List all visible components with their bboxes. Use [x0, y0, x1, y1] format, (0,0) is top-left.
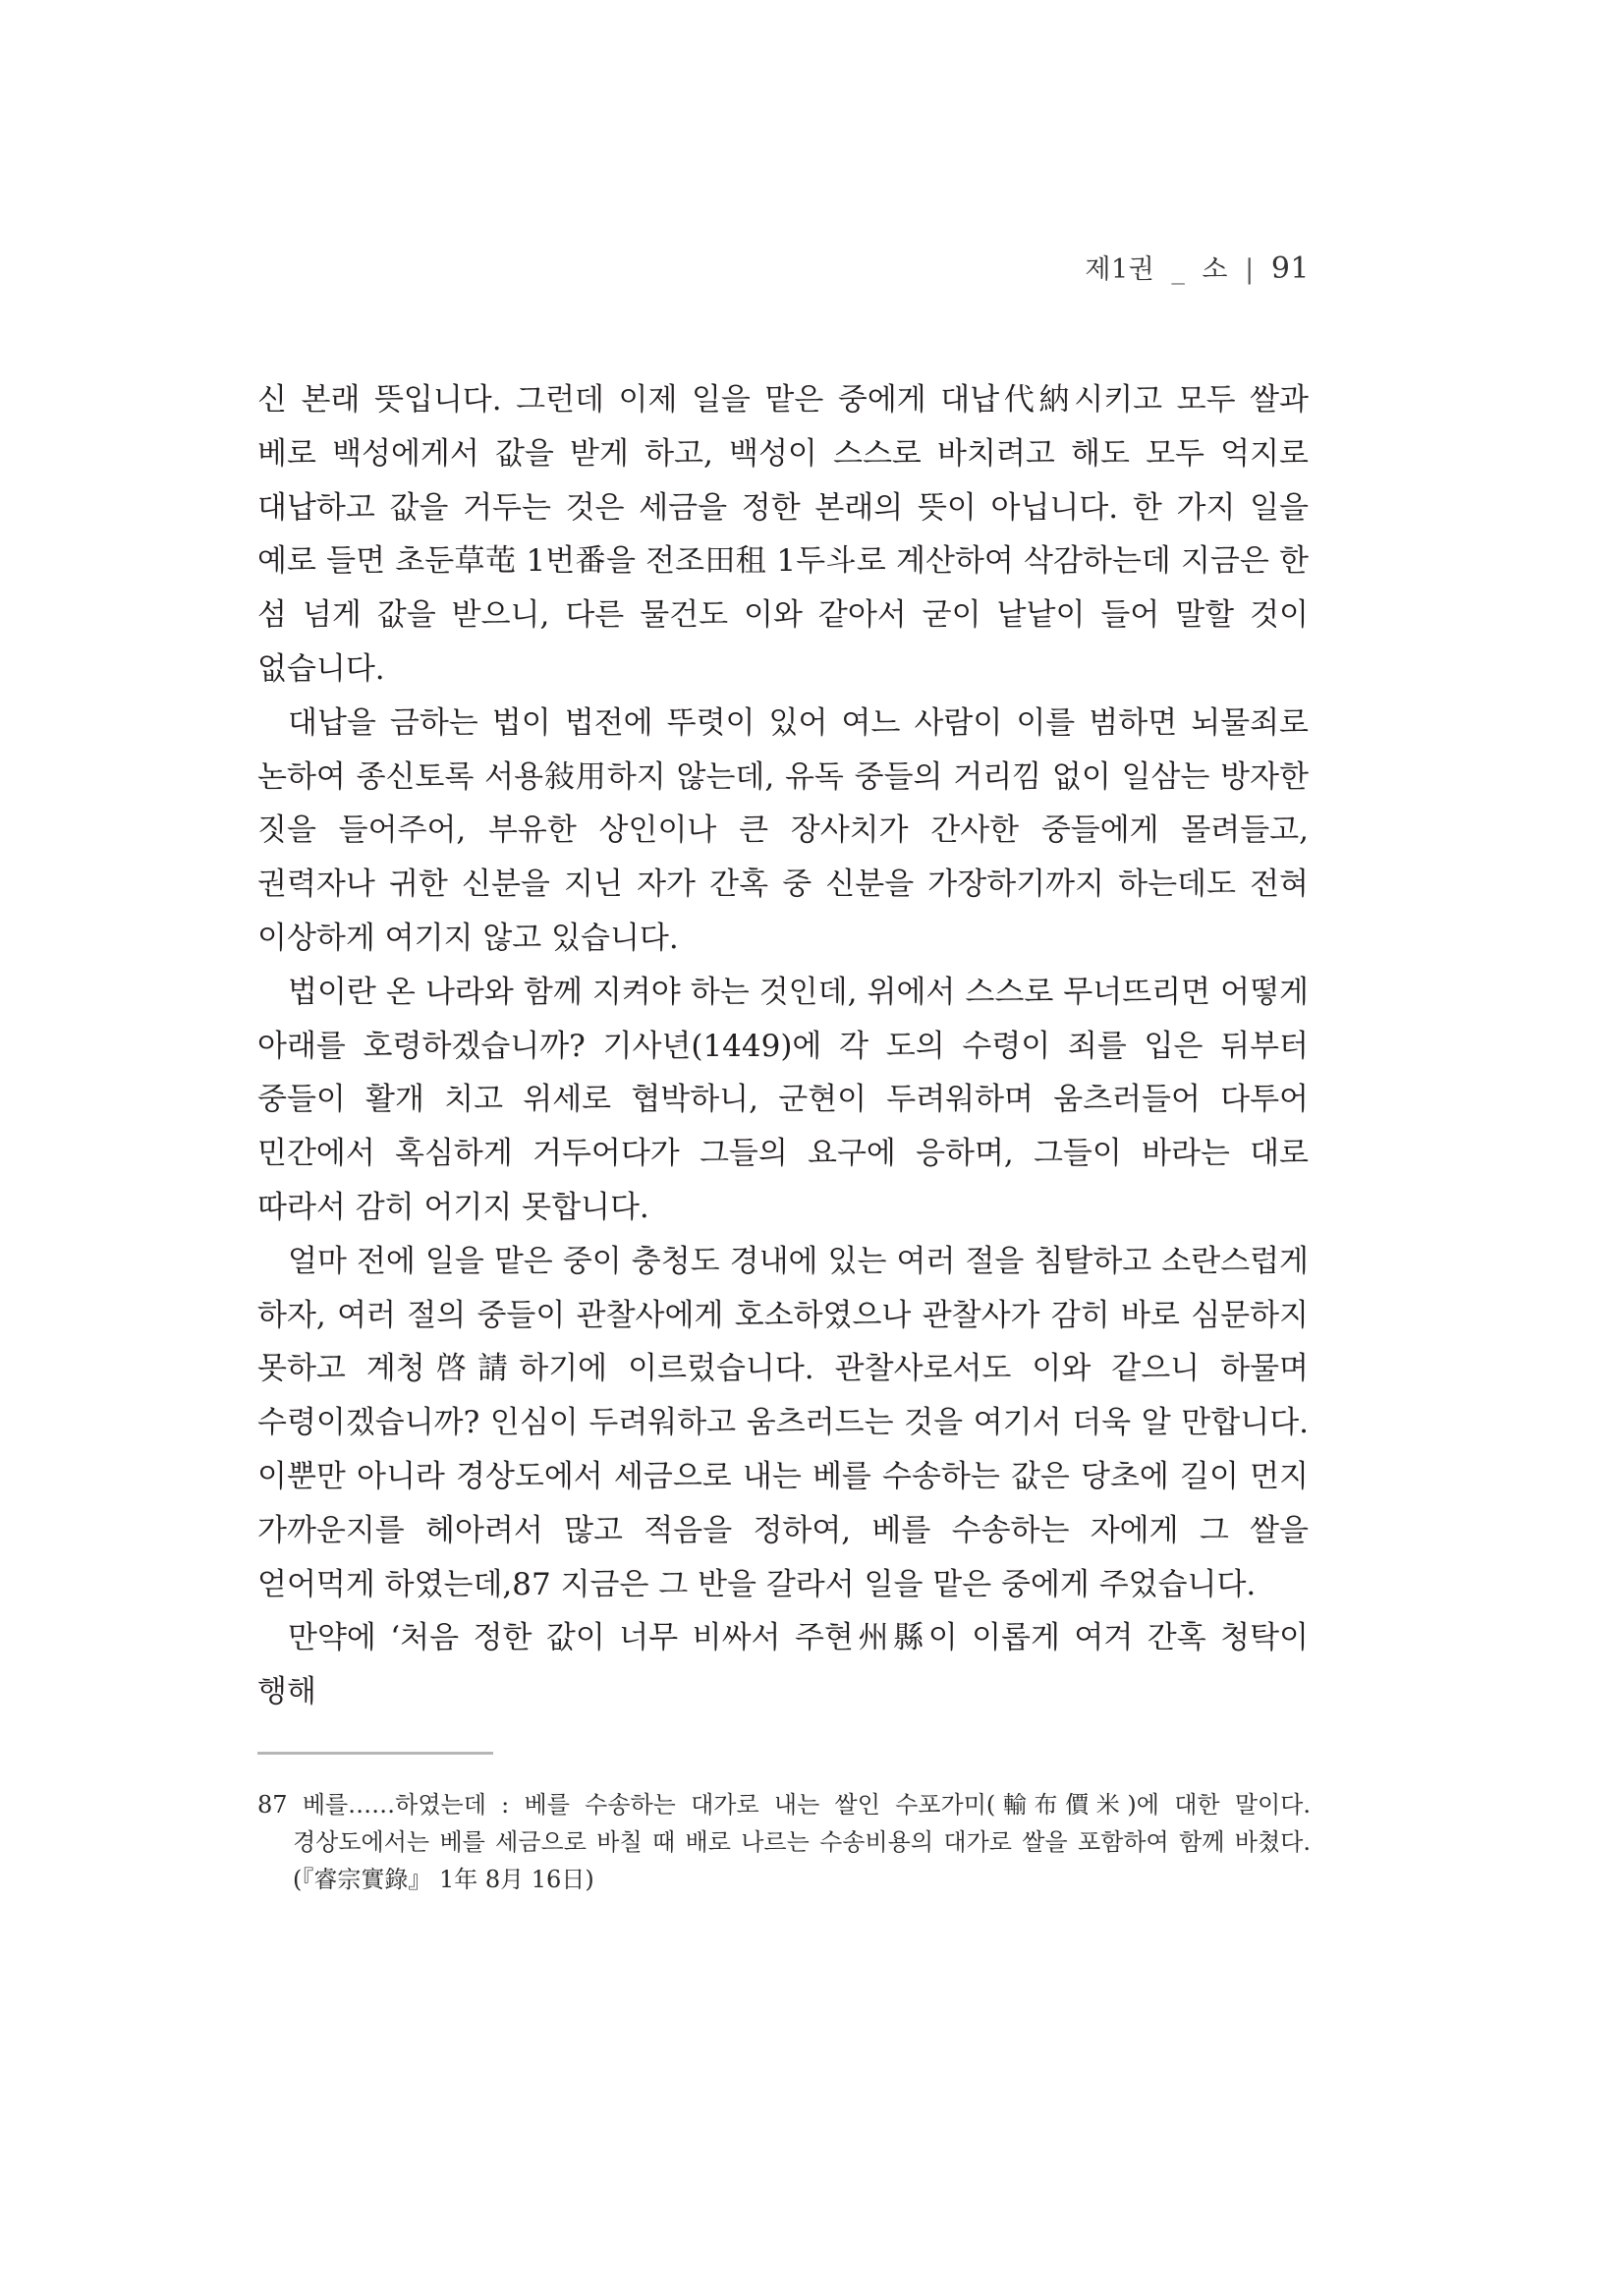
header-volume: 제1권: [1085, 254, 1155, 285]
running-header: [1085, 248, 1310, 286]
header-underscore: _: [1171, 254, 1186, 285]
paragraph-4: 얼마 전에 일을 맡은 중이 충청도 경내에 있는 여러 절을 침탈하고 소란스럽게 하자, 여러 절의 중들이 관찰사에게 호소하였으나 관찰사가 감히 바로 심문하지 못하고 계청啓請하기에 이르렀습니다. 관찰사로서도 이와 같으니 하물며 수령이겠습니까? 인심이 두려워하고 움츠러드는 것을 여기서 더욱 알 만합니다. 이뿐만 아니라 경상도에서 세금으로 내는 베를 수송하는 값은 당초에 길이 먼지 가까운지를 헤아려서 많고 적음을 정하여, 베를 수송하는 자에게 그 쌀을 얻어먹게 하였는데,87 지금은 그 반을 갈라서 일을 맡은 중에게 주었습니다.: [257, 1243, 1309, 1602]
header-section: 소: [1202, 254, 1229, 285]
header-divider: |: [1245, 254, 1255, 285]
page-number: 91: [1270, 252, 1310, 286]
footnote-rule: [257, 1752, 493, 1755]
footnote-87: [257, 1786, 1311, 1898]
body-text: [257, 373, 1309, 1719]
paragraph-5: 만약에 ‘처음 정한 값이 너무 비싸서 주현州縣이 이롭게 여겨 간혹 청탁이 행해: [257, 1620, 1309, 1710]
paragraph-1: 신 본래 뜻입니다. 그런데 이제 일을 맡은 중에게 대납代納시키고 모두 쌀과 베로 백성에게서 값을 받게 하고, 백성이 스스로 바치려고 해도 모두 억지로 대납하고 값을 거두는 것은 세금을 정한 본래의 뜻이 아닙니다. 한 가지 일을 예로 들면 초둔草芚 1번番을 전조田租 1두斗로 계산하여 삭감하는데 지금은 한 섬 넘게 값을 받으니, 다른 물건도 이와 같아서 굳이 낱낱이 들어 말할 것이 없습니다.: [257, 382, 1309, 687]
paragraph-2: 대납을 금하는 법이 법전에 뚜렷이 있어 여느 사람이 이를 범하면 뇌물죄로 논하여 종신토록 서용敍用하지 않는데, 유독 중들의 거리낌 없이 일삼는 방자한 짓을 들어주어, 부유한 상인이나 큰 장사치가 간사한 중들에게 몰려들고, 권력자나 귀한 신분을 지닌 자가 간혹 중 신분을 가장하기까지 하는데도 전혀 이상하게 여기지 않고 있습니다.: [257, 704, 1309, 956]
footnote-number: 87: [257, 1791, 288, 1819]
footnote-text: 베를……하였는데 : 베를 수송하는 대가로 내는 쌀인 수포가미(輸布價米)에 대한 말이다. 경상도에서는 베를 세금으로 바칠 때 배로 나르는 수송비용의 대가로 쌀을 포함하여 함께 바쳤다.(『睿宗實錄』 1年 8月 16日): [293, 1791, 1311, 1893]
paragraph-3: 법이란 온 나라와 함께 지켜야 하는 것인데, 위에서 스스로 무너뜨리면 어떻게 아래를 호령하겠습니까? 기사년(1449)에 각 도의 수령이 죄를 입은 뒤부터 중들이 활개 치고 위세로 협박하니, 군현이 두려워하며 움츠러들어 다투어 민간에서 혹심하게 거두어다가 그들의 요구에 응하며, 그들이 바라는 대로 따라서 감히 어기지 못합니다.: [257, 974, 1309, 1225]
